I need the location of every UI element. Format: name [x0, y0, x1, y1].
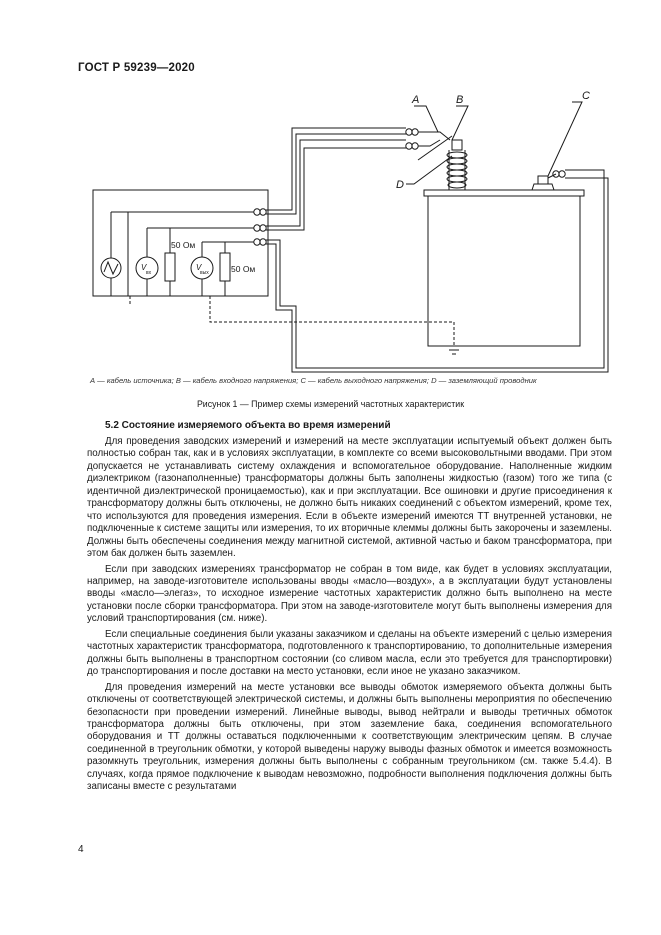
vin-sub: вх — [146, 270, 152, 276]
label-b: В — [456, 94, 464, 106]
transformer-tank — [428, 196, 580, 346]
figure-legend: А — кабель источника; В — кабель входного напряжения; С — кабель выходного напряжения; D — заземляющий проводник — [90, 376, 537, 385]
section-heading: 5.2 Состояние измеряемого объекта во время измерений — [105, 420, 391, 431]
lv-bushing-top — [538, 176, 548, 184]
vin-label: V — [141, 263, 147, 272]
document-header: ГОСТ Р 59239—2020 — [78, 62, 195, 74]
measurement-circuit-diagram — [0, 0, 661, 400]
hv-bushing-top — [452, 140, 462, 150]
paragraph: Для проведения измерений на месте установки все выводы обмоток измеряемого объекта должны быть отключены от соответствующей электрической системы, и должны быть выполнены мероприятия по обеспечению безопасности при проведении измерений. Линейные выводы, вывод нейтрали и выводы третичных обмоток трансформатора должны быть отключены, при этом заземление бака, соединения вспомогательного оборудования и ТТ должны оставаться подключенными к соответствующим электрическим цепям. В случае соединенной в треугольник обмотки, у которой выведены наружу выводы фазных обмоток и имеется возможность разомкнуть треугольник, измерения должны быть выполнены с собранным треугольником (см. также 5.4.4). В случаях, когда прямое подключение к выводам невозможно, подробности выполнения подключения должны быть записаны вместе с результатами — [87, 681, 612, 793]
figure-caption: Рисунок 1 — Пример схемы измерений частотных характеристик — [196, 399, 465, 409]
vout-label: V — [196, 263, 202, 272]
vout-sub: вых — [200, 270, 209, 276]
resistor-1 — [165, 253, 175, 281]
resistor-1-label: 50 Ом — [171, 240, 196, 250]
resistor-2 — [220, 253, 230, 281]
tank-cover — [424, 190, 584, 196]
paragraph: Если при заводских измерениях трансформатор не собран в том виде, как будет в условиях эксплуатации, например, на заводе-изготовителе использованы вводы «масло—воздух», а в эксплуатации будут установлены вводы «масло—элегаз», то исходное измерение частотных характеристик должно быть выполнено на месте установки после сборки трансформатора. При этом на заводе-изготовителе могут быть выполнены измерения для условий транспортирования (см. ниже). — [87, 563, 612, 625]
page-number: 4 — [78, 844, 84, 855]
paragraph: Если специальные соединения были указаны заказчиком и сделаны на объекте измерений с целью измерения частотных характеристик трансформатора, подготовленного к транспортированию, то дополнительные измерения должны быть выполнены в транспортном состоянии (со сливом масла, если это требуется для транспортировки) до транспортирования и после доставки на место установки, если иное не указано заказчиком. — [87, 628, 612, 678]
label-c: С — [582, 90, 590, 102]
resistor-2-label: 50 Ом — [231, 264, 256, 274]
body-text — [87, 436, 612, 797]
label-a: А — [412, 94, 420, 106]
label-d: D — [396, 179, 404, 191]
paragraph: Для проведения заводских измерений и измерений на месте эксплуатации испытуемый объект должен быть полностью собран так, как и в условиях эксплуатации, в комплекте со всеми высоковольтными вводами. При этом допускается не устанавливать систему охлаждения и вспомогательное оборудование. Наполненные жидким диэлектриком (газонаполненные) трансформаторы должны быть заполнены жидкостью (газом) того же типа (с идентичной диэлектрической проницаемостью), как и при эксплуатации. Все ошиновки и другие присоединения к трансформатору должны быть отключены, не должно быть никаких соединений с объектом измерений, кроме тех, что используются для проведения измерения. Если в объекте измерений имеются ТТ внутренней установки, не подключенные к системе защиты или измерения, то их вторичные клеммы должны быть закорочены и заземлены. Должны быть обеспечены соединения между магнитной системой, активной частью и баком трансформатора, при этом бак должен быть заземлен. — [87, 436, 612, 560]
